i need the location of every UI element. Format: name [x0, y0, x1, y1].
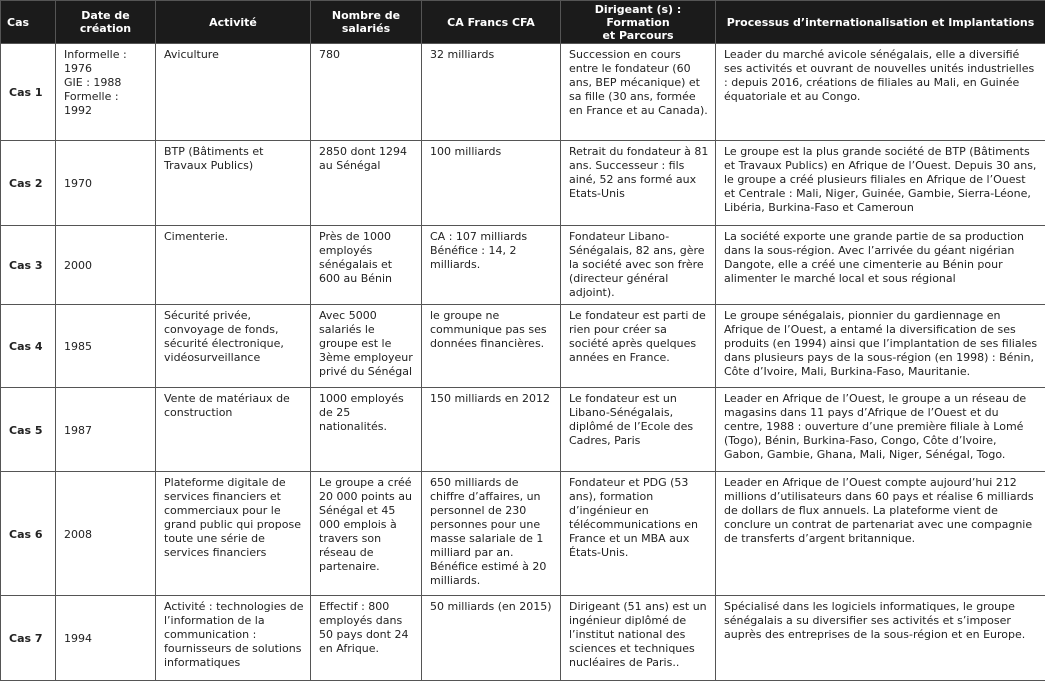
- activite-cell: Cimenterie.: [156, 226, 311, 305]
- salaries-cell: Près de 1000 employés sénégalais et 600 au Bénin: [311, 226, 422, 305]
- table-row: [1, 44, 1045, 141]
- ca-cell: 150 milliards en 2012: [422, 388, 561, 472]
- dirigeant-cell: Retrait du fondateur à 81 ans. Successeur : fils ainé, 52 ans formé aux Etats-Unis: [561, 141, 716, 226]
- activite-cell: Activité : technologies de l’information de la communication : fournisseurs de solutions informatiques: [156, 596, 311, 681]
- date-cell: 1994: [56, 596, 156, 681]
- header-processus: Processus d’internationalisation et Implantations: [716, 1, 1045, 44]
- table-row: [1, 141, 1045, 226]
- table-row: [1, 596, 1045, 681]
- table-row: [1, 226, 1045, 305]
- dirigeant-cell: Fondateur Libano-Sénégalais, 82 ans, gère la société avec son frère (directeur général adjoint).: [561, 226, 716, 305]
- header-row: [1, 1, 1045, 44]
- table-row: [1, 388, 1045, 472]
- cas-label: Cas 4: [1, 305, 56, 388]
- salaries-cell: 780: [311, 44, 422, 141]
- ca-cell: 50 milliards (en 2015): [422, 596, 561, 681]
- ca-cell: CA : 107 milliards Bénéfice : 14, 2 milliards.: [422, 226, 561, 305]
- salaries-cell: Avec 5000 salariés le groupe est le 3ème employeur privé du Sénégal: [311, 305, 422, 388]
- header-ca: CA Francs CFA: [422, 1, 561, 44]
- date-cell: 2000: [56, 226, 156, 305]
- dirigeant-cell: Le fondateur est parti de rien pour créer sa société après quelques années en France.: [561, 305, 716, 388]
- header-salaries: Nombre de salariés: [311, 1, 422, 44]
- processus-cell: Leader du marché avicole sénégalais, elle a diversifié ses activités et ouvrant de nouvelles unités industrielles : depuis 2016, créations de filiales au Mali, en Guinée équatoriale et au Congo.: [716, 44, 1045, 141]
- cas-label: Cas 6: [1, 472, 56, 596]
- ca-cell: 650 milliards de chiffre d’affaires, un personnel de 230 personnes pour une masse salariale de 1 milliard par an. Bénéfice estimé à 20 milliards.: [422, 472, 561, 596]
- cas-label: Cas 7: [1, 596, 56, 681]
- cas-label: Cas 3: [1, 226, 56, 305]
- processus-cell: Spécialisé dans les logiciels informatiques, le groupe sénégalais a su diversifier ses activités et s’imposer auprès des entreprises de la sous-région et en Europe.: [716, 596, 1045, 681]
- activite-cell: Plateforme digitale de services financiers et commerciaux pour le grand public qui propose toute une série de services financiers: [156, 472, 311, 596]
- ca-cell: 100 milliards: [422, 141, 561, 226]
- table-row: [1, 305, 1045, 388]
- ca-cell: 32 milliards: [422, 44, 561, 141]
- header-activite: Activité: [156, 1, 311, 44]
- processus-cell: La société exporte une grande partie de sa production dans la sous-région. Avec l’arrivée du géant nigérian Dangote, elle a créé une cimenterie au Bénin pour alimenter le marché local et sous régional: [716, 226, 1045, 305]
- processus-cell: Le groupe est la plus grande société de BTP (Bâtiments et Travaux Publics) en Afrique de l’Ouest. Depuis 30 ans, le groupe a créé plusieurs filiales en Afrique de l’Ouest et Centrale : Mali, Niger, Guinée, Gambie, Sierra-Léone, Libéria, Burkina-Faso et Cameroun: [716, 141, 1045, 226]
- date-cell: 1970: [56, 141, 156, 226]
- activite-cell: BTP (Bâtiments et Travaux Publics): [156, 141, 311, 226]
- processus-cell: Leader en Afrique de l’Ouest compte aujourd’hui 212 millions d’utilisateurs dans 60 pays et réalise 6 milliards de dollars de flux annuels. La plateforme vient de conclure un contrat de partenariat avec une compagnie de transferts d’argent britannique.: [716, 472, 1045, 596]
- date-cell: Informelle : 1976 GIE : 1988 Formelle : 1992: [56, 44, 156, 141]
- activite-cell: Vente de matériaux de construction: [156, 388, 311, 472]
- cas-label: Cas 2: [1, 141, 56, 226]
- activite-cell: Sécurité privée, convoyage de fonds, sécurité électronique, vidéosurveillance: [156, 305, 311, 388]
- ca-cell: le groupe ne communique pas ses données financières.: [422, 305, 561, 388]
- date-cell: 1985: [56, 305, 156, 388]
- date-cell: 1987: [56, 388, 156, 472]
- header-date: Date de création: [56, 1, 156, 44]
- processus-cell: Le groupe sénégalais, pionnier du gardiennage en Afrique de l’Ouest, a entamé la diversification de ses produits (en 1994) ainsi que l’implantation de ses filiales dans plusieurs pays de la sous-région (en 1998) : Bénin, Côte d’Ivoire, Mali, Burkina-Faso, Mauritanie.: [716, 305, 1045, 388]
- processus-cell: Leader en Afrique de l’Ouest, le groupe a un réseau de magasins dans 11 pays d’Afrique de l’Ouest et du centre, 1988 : ouverture d’une première filiale à Lomé (Togo), Bénin, Burkina-Faso, Congo, Côte d’Ivoire, Gabon, Gambie, Ghana, Mali, Niger, Sénégal, Togo.: [716, 388, 1045, 472]
- header-cas: Cas: [1, 1, 56, 44]
- cas-label: Cas 1: [1, 44, 56, 141]
- salaries-cell: Le groupe a créé 20 000 points au Sénégal et 45 000 emplois à travers son réseau de partenaire.: [311, 472, 422, 596]
- dirigeant-cell: Dirigeant (51 ans) est un ingénieur diplômé de l’institut national des sciences et techniques nucléaires de Paris..: [561, 596, 716, 681]
- table-row: [1, 472, 1045, 596]
- salaries-cell: 1000 employés de 25 nationalités.: [311, 388, 422, 472]
- header-dirigeant: Dirigeant (s) : Formation et Parcours: [561, 1, 716, 44]
- dirigeant-cell: Succession en cours entre le fondateur (60 ans, BEP mécanique) et sa fille (30 ans, formée en France et au Canada).: [561, 44, 716, 141]
- activite-cell: Aviculture: [156, 44, 311, 141]
- salaries-cell: Effectif : 800 employés dans 50 pays dont 24 en Afrique.: [311, 596, 422, 681]
- dirigeant-cell: Le fondateur est un Libano-Sénégalais, diplômé de l’Ecole des Cadres, Paris: [561, 388, 716, 472]
- dirigeant-cell: Fondateur et PDG (53 ans), formation d’ingénieur en télécommunications en France et un MBA aux États-Unis.: [561, 472, 716, 596]
- salaries-cell: 2850 dont 1294 au Sénégal: [311, 141, 422, 226]
- cas-label: Cas 5: [1, 388, 56, 472]
- date-cell: 2008: [56, 472, 156, 596]
